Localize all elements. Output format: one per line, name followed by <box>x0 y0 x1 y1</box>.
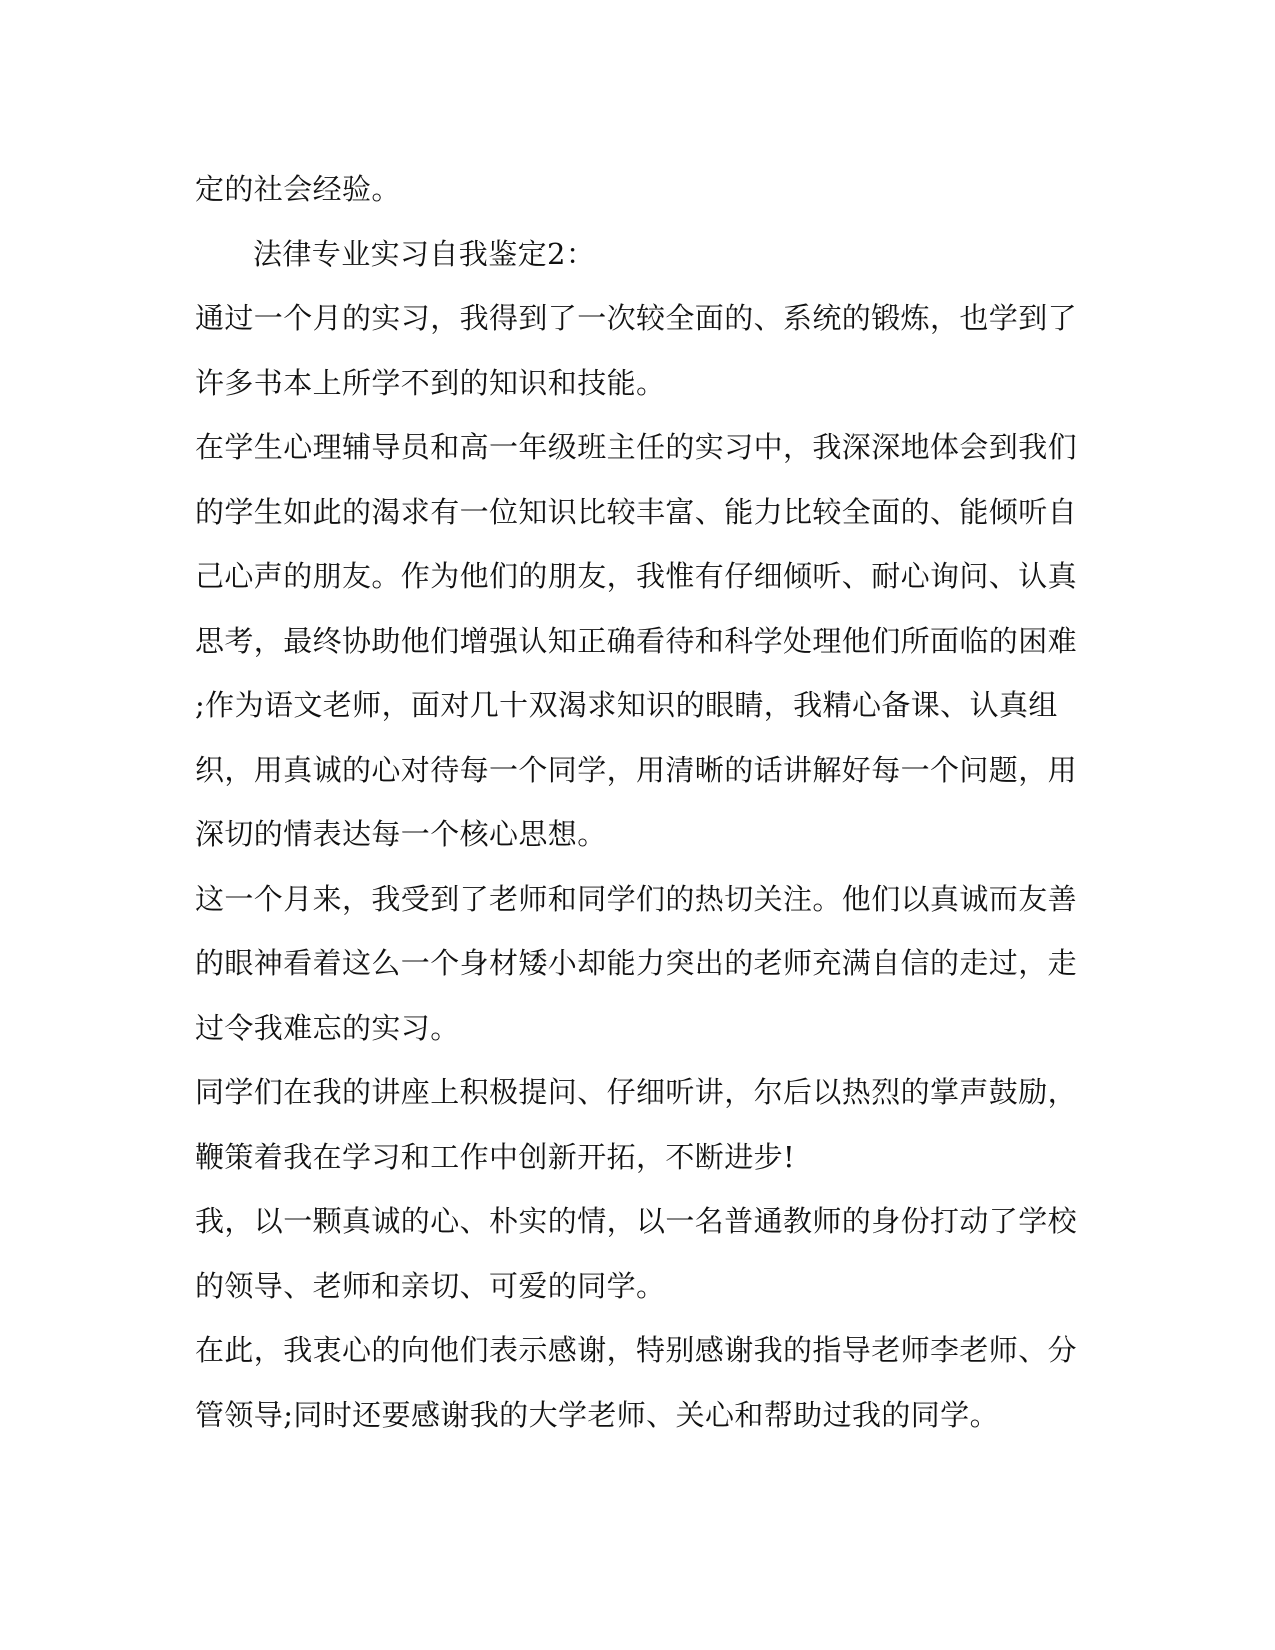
text-line: 定的社会经验。 <box>195 172 401 206</box>
text-line: 己心声的朋友。作为他们的朋友，我惟有仔细倾听、耐心询问、认真 <box>195 559 1078 593</box>
text-line: 的领导、老师和亲切、可爱的同学。 <box>195 1268 666 1303</box>
text-line: 这一个月来，我受到了老师和同学们的热切关注。他们以真诚而友善 <box>195 881 1078 916</box>
text-line: 通过一个月的实习，我得到了一次较全面的、系统的锻炼，也学到了 <box>195 301 1078 335</box>
text-line: 织，用真诚的心对待每一个同学，用清晰的话讲解好每一个问题，用 <box>195 752 1078 787</box>
text-line: 鞭策着我在学习和工作中创新开拓，不断进步! <box>195 1139 796 1174</box>
text-line: 管领导;同时还要感谢我的大学老师、关心和帮助过我的同学。 <box>195 1397 999 1432</box>
text-line: 许多书本上所学不到的知识和技能。 <box>195 365 666 400</box>
text-line: ;作为语文老师，面对几十双渴求知识的眼睛，我精心备课、认真组 <box>195 688 1058 722</box>
text-line: 我，以一颗真诚的心、朴实的情，以一名普通教师的身份打动了学校 <box>195 1204 1078 1238</box>
text-line: 在学生心理辅导员和高一年级班主任的实习中，我深深地体会到我们 <box>195 430 1078 464</box>
text-line: 深切的情表达每一个核心思想。 <box>195 817 607 851</box>
text-line: 过令我难忘的实习。 <box>195 1010 460 1045</box>
text-line: 的眼神看着这么一个身材矮小却能力突出的老师充满自信的走过，走 <box>195 946 1078 980</box>
document-body <box>195 157 1078 1447</box>
text-line: 的学生如此的渴求有一位知识比较丰富、能力比较全面的、能倾听自 <box>195 494 1078 529</box>
section-heading: 法律专业实习自我鉴定2： <box>253 236 596 271</box>
text-line: 同学们在我的讲座上积极提问、仔细听讲，尔后以热烈的掌声鼓励， <box>195 1075 1078 1109</box>
text-line: 思考，最终协助他们增强认知正确看待和科学处理他们所面临的困难 <box>195 623 1078 658</box>
text-line: 在此，我衷心的向他们表示感谢，特别感谢我的指导老师李老师、分 <box>195 1333 1078 1367</box>
